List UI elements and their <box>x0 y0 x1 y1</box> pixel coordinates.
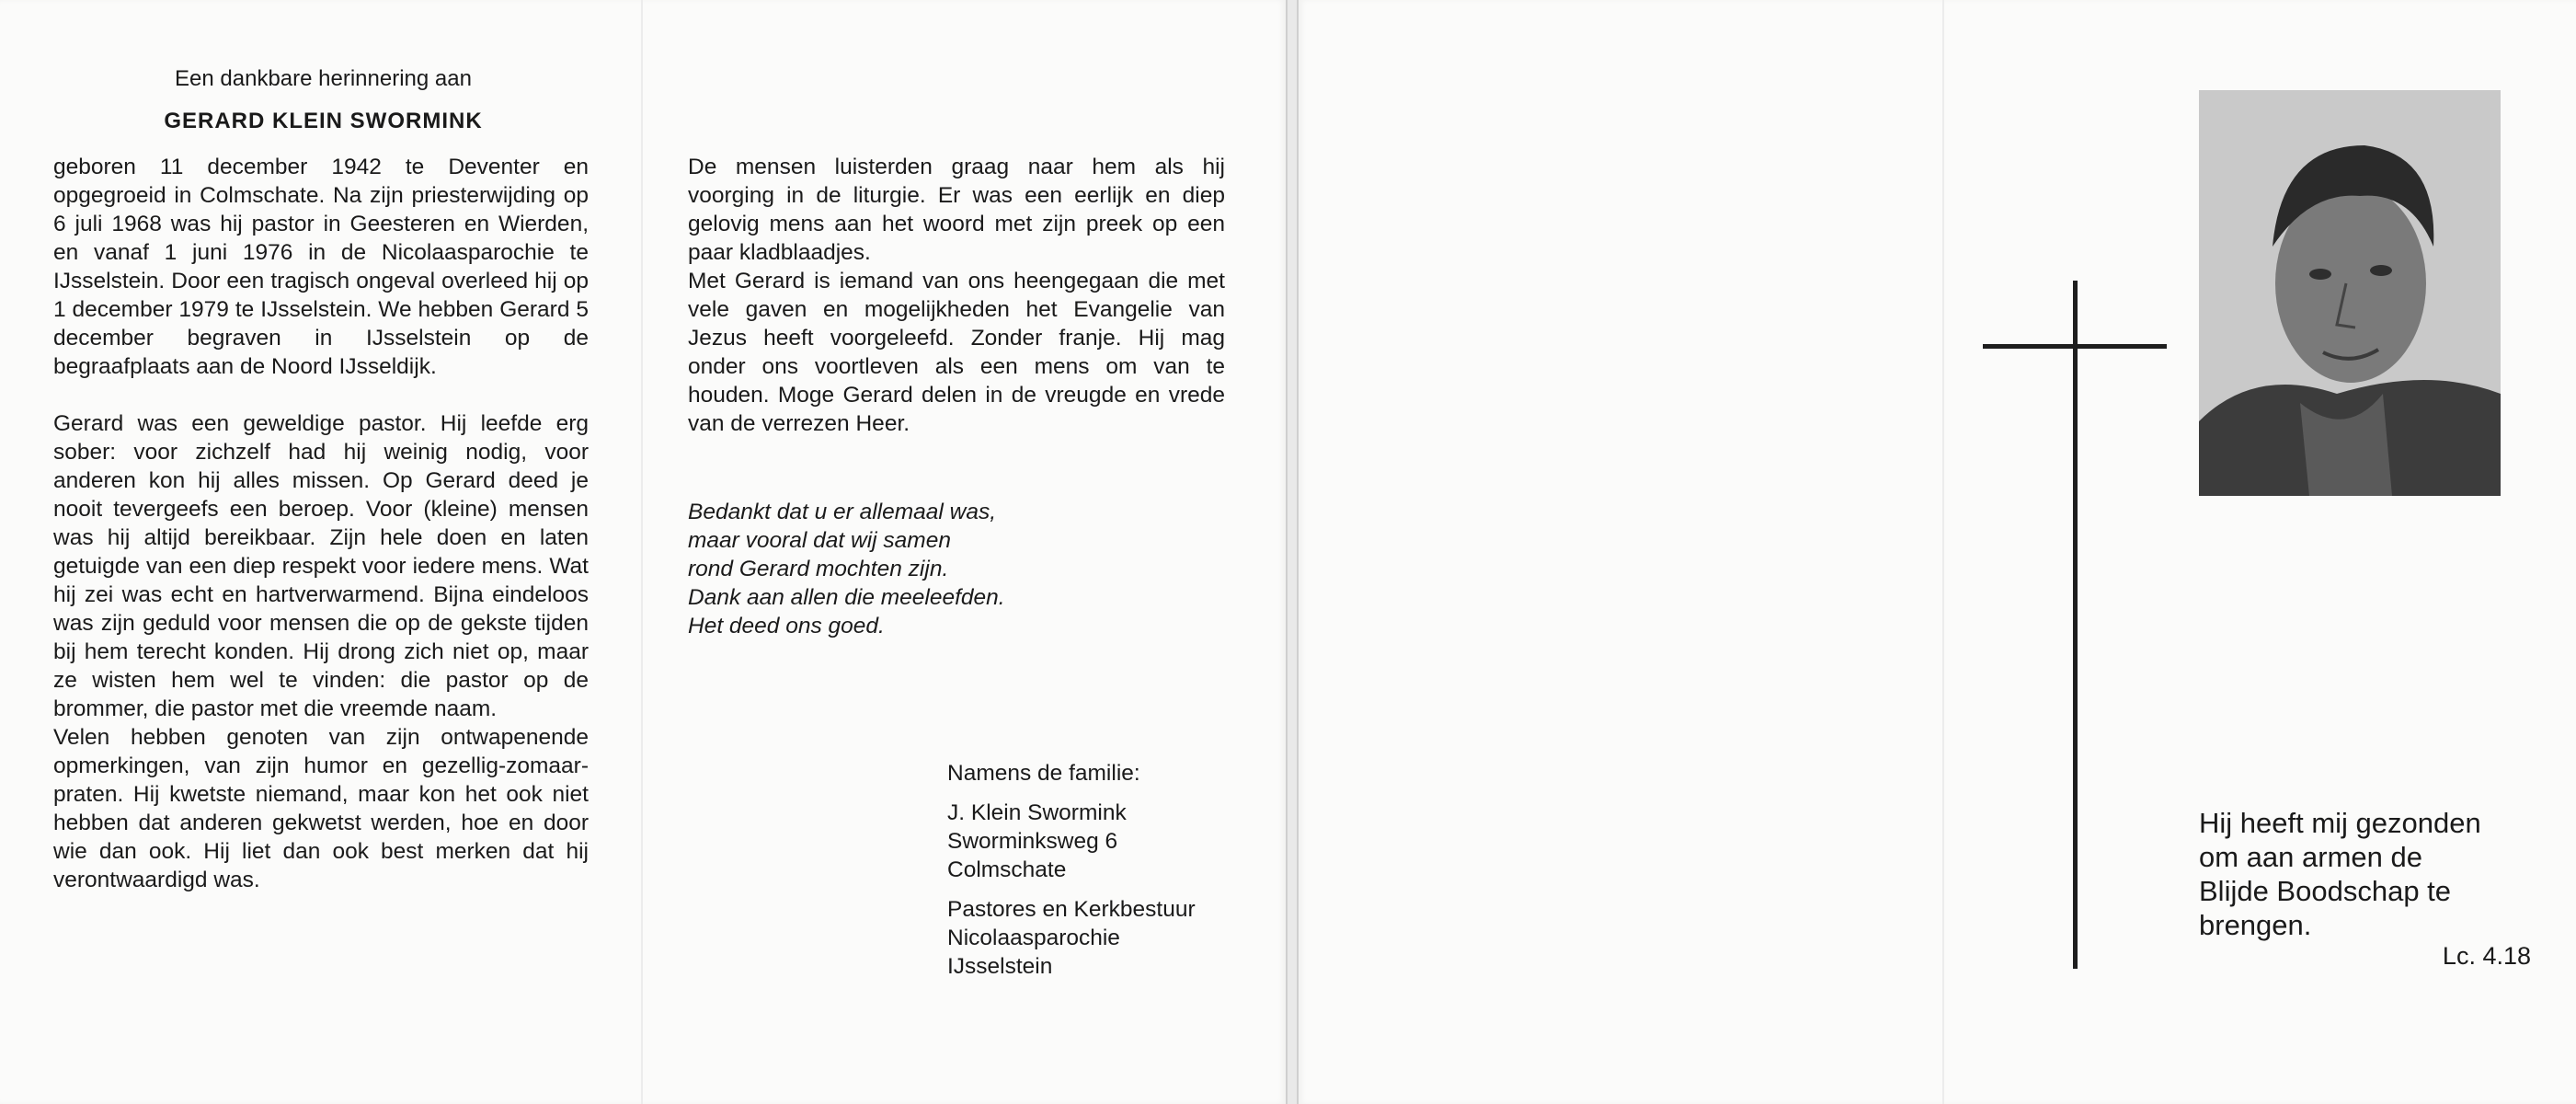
biography-column-left <box>53 153 589 894</box>
parish-line: Nicolaasparochie <box>947 926 1120 950</box>
family-heading: Namens de familie: <box>947 761 1140 786</box>
bible-quote <box>2199 806 2481 942</box>
quote-line: Blijde Boodschap te <box>2199 875 2452 907</box>
biography-paragraph: Gerard was een geweldige pastor. Hij leefde erg sober: voor zichzelf had hij weinig nodig, voor anderen kon hij alles missen. Op Gerard deed je nooit tevergeefs een beroep. Voor (kleine) mensen was hij altijd bereikbaar. Zijn hele doen en laten getuigde van een diep respekt voor iedere mens. Wat hij zei was echt en hartverwarmend. Bijna eindeloos was zijn geduld voor mensen die op de gekste tijden bij hem terecht konden. Hij drong zich niet op, maar ze wisten hem wel te vinden: die pastor op de brommer, die pastor met die vreemde naam. <box>53 411 589 721</box>
inner-fold <box>641 0 643 1104</box>
quote-line: Hij heeft mij gezonden <box>2199 807 2481 839</box>
quote-line: brengen. <box>2199 909 2312 941</box>
poem-line: Bedankt dat u er allemaal was, <box>688 500 997 524</box>
portrait-photo <box>2199 90 2501 496</box>
parish-line: IJsselstein <box>947 954 1053 979</box>
portrait-icon <box>2199 90 2501 496</box>
biography-paragraph: geboren 11 december 1942 te Deventer en opgegroeid in Colmschate. Na zijn priesterwijding op 6 juli 1968 was hij pastor in Geesteren en Wierden, en vanaf 1 juni 1976 in de Nicolaasparochie te IJsselstein. Door een tragisch ongeval overleed hij op 1 december 1979 te IJsselstein. We hebben Gerard 5 december begraven in IJsselstein op de begraafplaats aan de Noord IJsseldijk. <box>53 155 589 379</box>
cross-icon <box>2073 281 2078 969</box>
biography-paragraph: De mensen luisterden graag naar hem als hij voorging in de liturgie. Er was een eerlijk en diep gelovig mens aan het woord met zijn preek op een paar kladblaadjes. <box>688 155 1225 265</box>
quote-line: om aan armen de <box>2199 841 2422 873</box>
family-signature <box>947 759 1196 981</box>
thanks-poem <box>688 498 1005 640</box>
address-line: Colmschate <box>947 857 1067 882</box>
biography-paragraph: Met Gerard is iemand van ons heengegaan die met vele gaven en mogelijkheden het Evangelie van Jezus heeft voorgeleefd. Zonder franje. Hij mag onder ons voortleven als een mens om van te houden. Moge Gerard delen in de vreugde en vrede van de verrezen Heer. <box>688 269 1225 436</box>
quote-reference: Lc. 4.18 <box>2442 942 2531 970</box>
cross-icon-beam <box>1983 344 2167 349</box>
poem-line: rond Gerard mochten zijn. <box>688 557 949 581</box>
outer-fold <box>1942 0 1944 1104</box>
parish-line: Pastores en Kerkbestuur <box>947 897 1196 922</box>
intro-text: Een dankbare herinnering aan <box>175 66 472 91</box>
biography-paragraph: Velen hebben genoten van zijn ontwapenende opmerkingen, van zijn humor en gezellig-zomaar-praten. Hij kwetste niemand, maar kon het ook niet hebben dat anderen gekwetst werden, hoe en door wie dan ook. Hij liet dan ook best merken dat hij verontwaardigd was. <box>53 725 589 892</box>
poem-line: Het deed ons goed. <box>688 614 885 638</box>
poem-line: maar vooral dat wij samen <box>688 528 951 553</box>
deceased-name: GERARD KLEIN SWORMINK <box>164 109 483 133</box>
address-line: Sworminksweg 6 <box>947 829 1118 854</box>
address-line: J. Klein Swormink <box>947 800 1127 825</box>
poem-line: Dank aan allen die meeleefden. <box>688 585 1005 610</box>
biography-column-right <box>688 153 1225 438</box>
